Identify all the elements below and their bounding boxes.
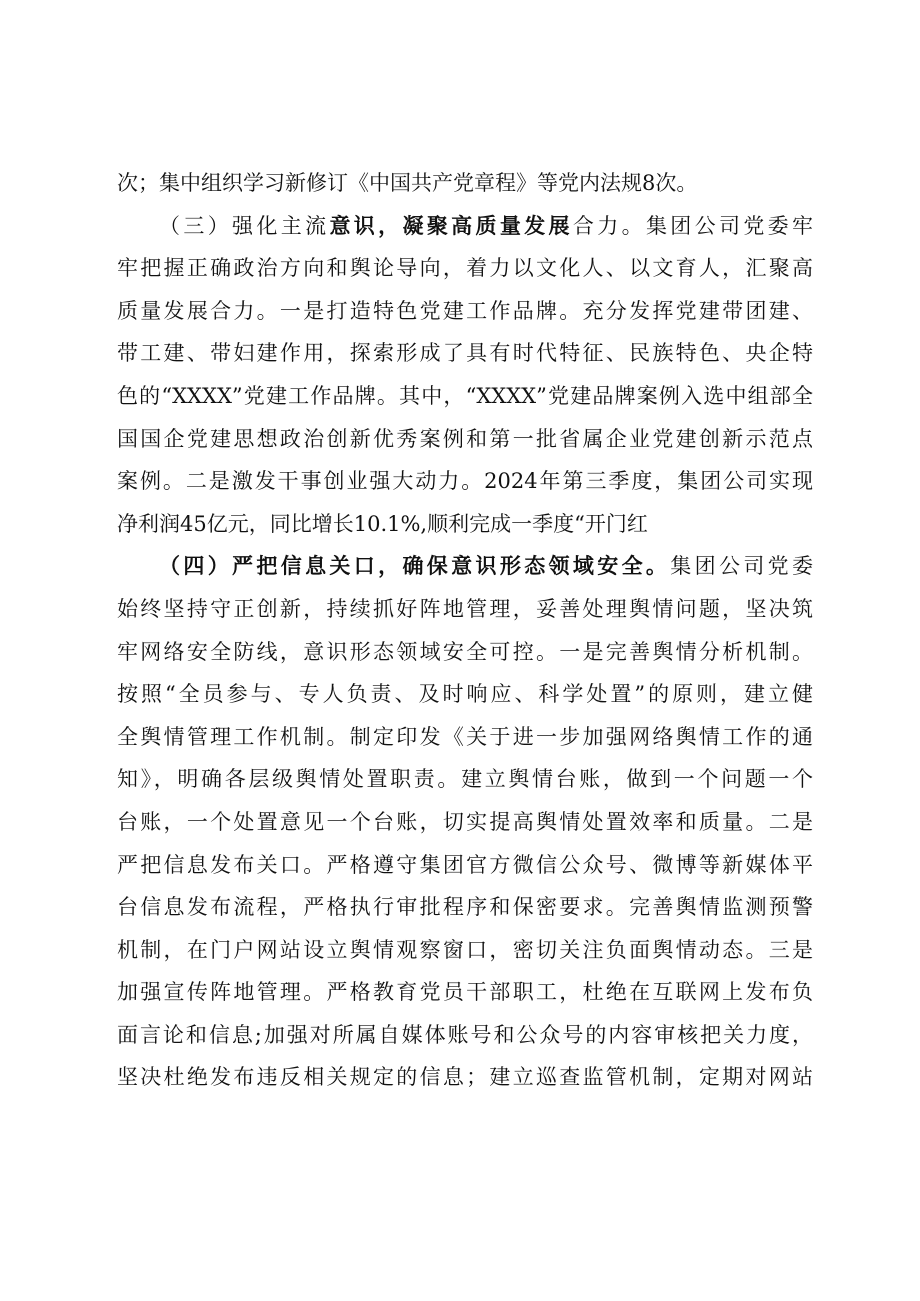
text-line bbox=[117, 545, 813, 588]
text-segment: 面言论和信息;加强对所属自媒体账号和公众号的内容审核把关力度， bbox=[117, 1022, 813, 1047]
text-segment: 牢把握正确政治方向和舆论导向，着力以文化人、以文育人，汇聚高 bbox=[117, 256, 813, 281]
text-line bbox=[117, 886, 813, 929]
text-segment: 集团公司党委 bbox=[670, 554, 814, 579]
text-line bbox=[117, 162, 813, 205]
text-line bbox=[117, 418, 813, 461]
text-segment: 净利润45亿元，同比增长10.1%,顺利完成一季度“开门红 bbox=[117, 511, 648, 536]
text-line bbox=[117, 460, 813, 503]
text-line bbox=[117, 716, 813, 759]
text-line bbox=[117, 1014, 813, 1057]
text-segment: 机制，在门户网站设立舆情观察窗口，密切关注负面舆情动态。三是 bbox=[117, 937, 813, 962]
text-segment: 色的“XXXX”党建工作品牌。其中，“XXXX”党建品牌案例入选中组部全 bbox=[117, 383, 813, 408]
text-segment: 牢网络安全防线，意识形态领域安全可控。一是完善舆情分析机制。 bbox=[117, 639, 813, 664]
text-line bbox=[117, 631, 813, 674]
text-line bbox=[117, 247, 813, 290]
text-segment: 国国企党建思想政治创新优秀案例和第一批省属企业党建创新示范点 bbox=[117, 426, 813, 451]
text-segment: 合力。集团公司党委牢 bbox=[572, 213, 814, 238]
text-line bbox=[117, 332, 813, 375]
text-segment: 全舆情管理工作机制。制定印发《关于进一步加强网络舆情工作的通 bbox=[117, 724, 813, 749]
text-segment: 质量发展合力。一是打造特色党建工作品牌。充分发挥党建带团建、 bbox=[117, 298, 813, 323]
text-segment: 始终坚持守正创新，持续抓好阵地管理，妥善处理舆情问题，坚决筑 bbox=[117, 596, 813, 621]
text-line bbox=[117, 673, 813, 716]
text-segment: 台账，一个处置意见一个台账，切实提高舆情处置效率和质量。二是 bbox=[117, 809, 813, 834]
text-line bbox=[117, 844, 813, 887]
text-line bbox=[117, 290, 813, 333]
text-line bbox=[117, 375, 813, 418]
text-segment: 按照“全员参与、专人负责、及时响应、科学处置”的原则，建立健 bbox=[117, 682, 813, 707]
text-line bbox=[117, 205, 813, 248]
text-line bbox=[117, 801, 813, 844]
text-segment: （三）强化主流 bbox=[159, 213, 330, 238]
text-segment: 坚决杜绝发布违反相关规定的信息；建立巡查监管机制，定期对网站 bbox=[117, 1065, 813, 1090]
text-line bbox=[117, 929, 813, 972]
text-segment: 台信息发布流程，严格执行审批程序和保密要求。完善舆情监测预警 bbox=[117, 895, 813, 920]
text-segment: 知》，明确各层级舆情处置职责。建立舆情台账，做到一个问题一个 bbox=[117, 767, 813, 792]
text-line bbox=[117, 503, 813, 546]
bold-text-segment: 意识，凝聚高质量发展 bbox=[329, 212, 573, 238]
text-line bbox=[117, 758, 813, 801]
text-segment: 加强宣传阵地管理。严格教育党员干部职工，杜绝在互联网上发布负 bbox=[117, 980, 813, 1005]
document-body bbox=[117, 162, 813, 1099]
text-segment: 带工建、带妇建作用，探索形成了具有时代特征、民族特色、央企特 bbox=[117, 341, 813, 366]
text-segment: 次；集中组织学习新修订《中国共产党章程》等党内法规8次。 bbox=[117, 171, 698, 195]
text-segment: 严把信息发布关口。严格遵守集团官方微信公众号、微博等新媒体平 bbox=[117, 852, 813, 877]
text-line bbox=[117, 971, 813, 1014]
text-segment: 案例。二是激发干事创业强大动力。2024年第三季度，集团公司实现 bbox=[117, 469, 813, 494]
text-line bbox=[117, 1056, 813, 1099]
text-line bbox=[117, 588, 813, 631]
bold-text-segment: （四）严把信息关口，确保意识形态领域安全。 bbox=[159, 553, 671, 579]
